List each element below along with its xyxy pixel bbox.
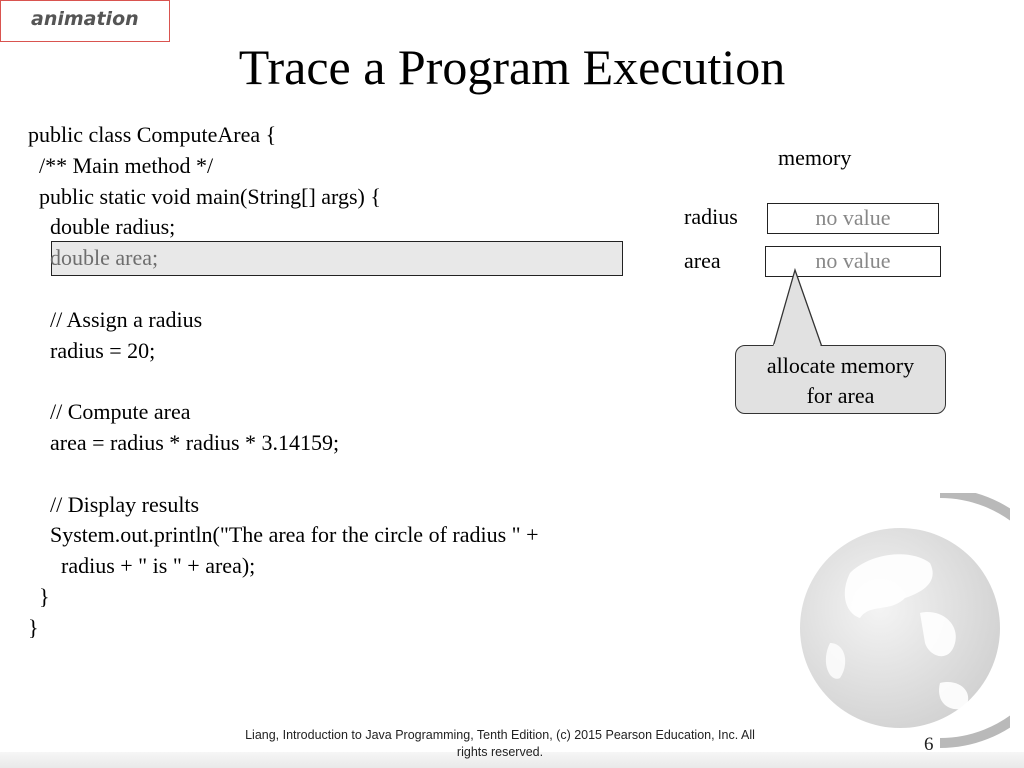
code-line: } bbox=[28, 614, 39, 640]
code-line: public static void main(String[] args) { bbox=[28, 183, 381, 209]
code-listing bbox=[28, 120, 539, 644]
code-line: // Assign a radius bbox=[28, 306, 203, 332]
page-number: 6 bbox=[924, 734, 934, 755]
animation-tag-label: animation bbox=[31, 8, 139, 30]
callout-pointer-joint bbox=[760, 330, 840, 350]
code-line: // Compute area bbox=[28, 399, 191, 425]
code-line: /** Main method */ bbox=[28, 152, 214, 178]
code-line: radius = 20; bbox=[28, 337, 156, 363]
footer-copyright bbox=[200, 727, 800, 761]
radius-memory-cell bbox=[767, 203, 939, 234]
callout-text-line-2: for area bbox=[806, 383, 875, 408]
code-line: public class ComputeArea { bbox=[28, 122, 277, 147]
code-line bbox=[28, 366, 539, 397]
area-label: area bbox=[684, 248, 721, 273]
callout-text-line-1: allocate memory bbox=[766, 353, 915, 378]
slide-title: Trace a Program Execution bbox=[238, 39, 786, 95]
footer-line-2: rights reserved. bbox=[456, 745, 544, 759]
code-line bbox=[28, 274, 539, 305]
radius-label: radius bbox=[684, 204, 738, 229]
memory-heading: memory bbox=[778, 145, 852, 170]
code-line: System.out.println("The area for the circle of radius " + bbox=[28, 522, 539, 548]
radius-value: no value bbox=[815, 205, 891, 230]
code-line-current: double area; bbox=[28, 245, 159, 271]
code-line: } bbox=[28, 583, 50, 609]
code-line: // Display results bbox=[28, 491, 200, 517]
footer-line-1: Liang, Introduction to Java Programming, Tenth Edition, (c) 2015 Pearson Education, Inc. All bbox=[245, 728, 755, 742]
callout-box bbox=[735, 345, 946, 414]
code-line: double radius; bbox=[28, 214, 176, 240]
code-line bbox=[28, 459, 539, 490]
code-line: area = radius * radius * 3.14159; bbox=[28, 429, 340, 455]
code-line: radius + " is " + area); bbox=[28, 553, 256, 579]
area-value: no value bbox=[815, 248, 891, 273]
globe-decoration-icon bbox=[790, 493, 1010, 753]
